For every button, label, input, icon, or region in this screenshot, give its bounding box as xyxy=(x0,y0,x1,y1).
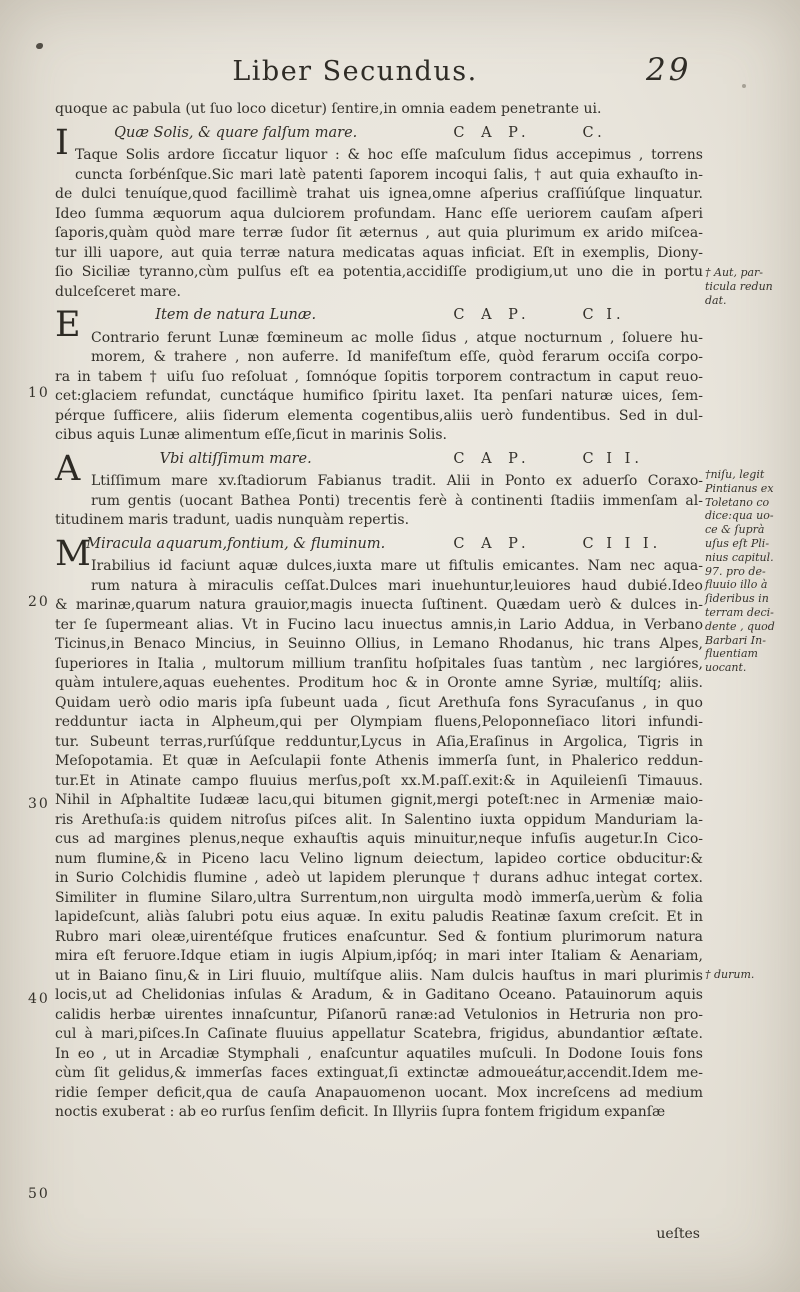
chapter-cap-c xyxy=(55,124,703,303)
text-line: Taque Solis ardore ſiccatur liquor : & hoc eſſe maſculum ſidus accepimus , torrens xyxy=(75,147,703,163)
margin-note-line: fluuio illo à xyxy=(705,578,768,592)
page-number: 29 xyxy=(646,52,692,88)
dropcap-letter: M xyxy=(55,533,91,574)
text-line: Rubro mari oleæ,uirentéſque frutices enaſcuntur. Sed & fontium plurimorum natura xyxy=(55,928,703,945)
margin-note-line: Pintianus ex xyxy=(705,481,774,495)
margin-note-line: dente , quod xyxy=(705,619,775,633)
text-line: ter ſe ſupermeant alias. Vt in Fucino lacu inuectus amnis,in Lario Addua, in Verbano xyxy=(55,616,703,633)
margin-note-line: Toletano co xyxy=(705,495,770,509)
chapter-cap-ci xyxy=(55,306,703,446)
margin-note-line: †niſu, legit xyxy=(705,468,765,481)
margin-note-line: dat. xyxy=(705,293,727,307)
text-line: mira eſt feruore.Idque etiam in iugis Alpium,ipſóq; in mari inter Italiam & Aenariam, xyxy=(55,948,703,964)
cap-label: C A P. xyxy=(453,450,532,467)
chapter-title: Quæ Solis, & quare falſum mare. xyxy=(114,124,358,141)
text-line: Nihil in Aſphaltite Iudææ lacu,qui bitumen gignit,mergi poteſt:nec in Armeniæ maio- xyxy=(55,792,703,808)
text-line: quàm intulere,aquas euehentes. Proditum hoc & in Oronte amne Syriæ, multíſq; aliis. xyxy=(55,675,703,691)
text-line: ſio Siciliæ tyranno,cùm pulſus eſt ea potentia,accidiſſe prodigium,ut uno die in portu xyxy=(55,264,703,280)
text-line: num flumine,& in Piceno lacu Velino lignum deiectum, lapideo cortice obducitur:& xyxy=(55,850,703,867)
text-line: locis,ut ad Chelidonias inſulas & Aradum, & in Gaditano Oceano. Patauinorum aquis xyxy=(55,987,703,1003)
line-number-20: 20 xyxy=(28,594,50,610)
text-line: redduntur iacta in Alpheum,qui per Olympiam fluens,Peloponneſiaco litori infundi- xyxy=(55,714,703,730)
text-line: noctis exuberat : ab eo rurſus ſenſim deficit. In Illyriis ſupra fontem frigidum expanſæ xyxy=(55,1104,666,1120)
cap-number: C I I. xyxy=(582,450,643,467)
text-line: ut in Baiano ſinu,& in Liri fluuio, multíſque aliis. Nam dulcis hauſtus in mari plurimis xyxy=(55,967,703,984)
text-line: Ideo ſumma æquorum aqua dulciorem profundam. Hanc eſſe ueriorem cauſam aſperi xyxy=(55,205,703,222)
text-line: Ticinus,in Benaco Mincius, in Seuinno Ollius, in Lemano Rhodanus, hic trans Alpes, xyxy=(55,636,703,652)
margin-note-nisu xyxy=(705,468,797,675)
cap-number: C I. xyxy=(582,307,625,323)
chapter-heading xyxy=(55,450,703,470)
intro-line: quoque ac pabula (ut ſuo loco dicetur) ſentire,in omnia eadem penetrante ui. xyxy=(55,101,602,117)
margin-note-line: uocant. xyxy=(705,661,747,675)
text-line: Ltiſſimum mare xv.ſtadiorum Fabianus tradit. Alii in Ponto ex aduerſo Coraxo- xyxy=(91,473,703,489)
text-line: Quidam uerò odio maris ipſa ſubeunt uada , ſicut Arethuſa fons Syracuſanus , in quo xyxy=(55,694,703,711)
running-title: Liber Secundus. xyxy=(232,56,478,87)
text-line: tur. Subeunt terras,rurſúſque redduntur,Lycus in Aſia,Eraſinus in Argolica, Tigris in xyxy=(55,733,703,750)
text-column xyxy=(55,100,703,1123)
line-number-40: 40 xyxy=(28,991,50,1007)
margin-note-line: 97. pro de- xyxy=(705,564,766,578)
margin-note-line: fluentiam xyxy=(705,647,758,661)
text-line: cibus aquis Lunæ alimentum eſſe,ſicut in marinis Solis. xyxy=(55,427,448,443)
text-line: Similiter in flumine Silaro,ultra Surrentum,non uirgulta modò immerſa,uerùm & folia xyxy=(55,889,703,906)
text-line: lapideſcunt, aliàs ſalubri potu eius aquæ. In exitu paludis Reatinæ ſaxum creſcit. Et in xyxy=(55,909,703,925)
chapter-body xyxy=(55,557,703,1123)
margin-note-line: uſus eſt Pli- xyxy=(705,536,770,550)
cap-label: C A P. xyxy=(453,535,532,552)
text-line: Meſopotamia. Et quæ in Aeſculapii fonte Athenis immerſa ſunt, in Phalerico reddun- xyxy=(55,753,703,769)
margin-note-line: † durum. xyxy=(705,968,755,981)
margin-note-line: ticula redun xyxy=(705,279,773,293)
text-line: & marinæ,quarum natura grauior,magis inuecta ſuſtinent. Quædam uerò & dulces in- xyxy=(55,597,703,613)
ink-speck xyxy=(36,43,43,49)
text-line: in Surio Colchidis flumine , adeò ut lapidem plerunque † durans adhuc integat cortex. xyxy=(55,870,703,886)
text-line: morem, & trahere , non auferre. Id manifeſtum eſſe, quòd ferarum occiſa corpo- xyxy=(91,349,703,365)
text-line: ra in tabem † uiſu ſuo reſoluat , ſomnóque ſopitis torporem contractum in caput reuo- xyxy=(55,368,703,385)
text-line: ſaporis,quàm quòd mare terræ ſudor ſit æternus , aut quia plurimum ex arido miſcea- xyxy=(55,225,703,241)
text-line: cul à mari,piſces.In Caſinate fluuius appellatur Scatebra, frigidus, abundantior æſtate. xyxy=(55,1026,703,1042)
chapter-heading xyxy=(55,535,703,555)
margin-note-line: Barbari In- xyxy=(705,633,766,647)
text-line: Irabilius id faciunt aquæ dulces,iuxta mare ut fiſtulis emicantes. Nam nec aqua- xyxy=(91,558,703,574)
text-line: cus ad margines plenus,neque exhauſtis aquis minuitur,neque infuſis augetur.In Cico- xyxy=(55,831,703,847)
text-line: In eo , ut in Arcadiæ Stymphali , enaſcuntur aquatiles muſculi. In Dodone Iouis fons xyxy=(55,1045,703,1062)
text-line: rum natura à miraculis ceſſat.Dulces mari inuehuntur,leuiores haud dubié.Ideo xyxy=(91,577,703,594)
text-line: pérque ſufficere, aliis ſiderum elementa cogentibus,aliis uerò fundentibus. Sed in dul- xyxy=(55,407,703,424)
chapter-heading xyxy=(55,306,703,326)
cap-number: C I I I. xyxy=(582,535,662,552)
chapter-cap-cii xyxy=(55,450,703,531)
margin-note-line: dice:qua uo- xyxy=(705,509,774,523)
text-line: tur.Et in Atinate campo fluuius merſus,poſt xx.M.paſſ.exit:& in Aquileienſi Timauus. xyxy=(55,772,703,789)
line-number-10: 10 xyxy=(28,385,50,401)
margin-note-line: nius capitul. xyxy=(705,550,774,564)
chapter-body xyxy=(55,146,703,302)
margin-note-line: terram deci- xyxy=(705,605,774,619)
chapter-title: Miracula aquarum,fontium, & fluminum. xyxy=(86,535,386,552)
chapter-cap-ciii xyxy=(55,535,703,1123)
chapter-title: Vbi altiſſimum mare. xyxy=(159,450,312,467)
chapter-heading xyxy=(55,124,703,144)
margin-note-durum xyxy=(705,968,797,982)
cap-label: C A P. xyxy=(453,307,532,323)
catchword: ueſtes xyxy=(656,1226,700,1242)
margin-note-aut xyxy=(705,266,797,307)
margin-note-line: ce & ſuprà xyxy=(705,523,765,537)
text-line: tur illi uapore, aut quia terræ natura medicatas aquas inficiat. Eſt in exemplis, Diony- xyxy=(55,244,703,261)
ink-speck xyxy=(742,84,746,88)
dropcap-letter: A xyxy=(55,448,81,489)
dropcap-letter: E xyxy=(55,305,81,345)
text-line: cet:glaciem refundat, cunctáque humifico ſpiritu laxet. Ita penſari naturæ uices, ſem- xyxy=(55,388,703,404)
line-number-30: 30 xyxy=(28,796,50,812)
text-line: cùm ſit gelidus,& immerſas faces extinguat,ſi extinctæ admoueátur,accendit.Idem me- xyxy=(55,1065,703,1081)
text-line: ridie ſemper deficit,qua de cauſa Anapauomenon uocant. Mox increſcens ad medium xyxy=(55,1084,703,1101)
chapter-title: Item de natura Lunæ. xyxy=(155,307,317,323)
text-line: dulceſceret mare. xyxy=(55,283,181,300)
chapter-body xyxy=(55,472,703,531)
text-line: de dulci tenuíque,quod facillimè trahat uis ignea,omne aſperius craſſiúſque linquatur. xyxy=(55,186,703,202)
dropcap-letter: I xyxy=(55,122,69,163)
text-line: ſuperiores in Italia , multorum millium tranſitu hoſpitales ſuas tantùm , nec largióres, xyxy=(55,655,703,672)
cap-label: C A P. xyxy=(453,124,532,141)
text-line: titudinem maris tradunt, uadis nunquàm repertis. xyxy=(55,512,410,528)
text-line: rum gentis (uocant Bathea Ponti) trecentis ferè à continenti ſtadiis immenſam al- xyxy=(91,492,703,509)
margin-note-line: † Aut, par- xyxy=(705,266,764,279)
margin-note-line: ſideribus in xyxy=(705,592,769,606)
cap-number: C. xyxy=(582,124,606,141)
text-line: ris Arethuſa:is quidem nitroſus piſces alit. In Salentino iuxta oppidum Manduriam la- xyxy=(55,811,703,828)
line-number-50: 50 xyxy=(28,1186,50,1202)
text-line: cuncta ſorbénſque.Sic mari latè patenti ſaporem incoqui ſalis, † aut quia exhauſto in- xyxy=(75,166,703,183)
text-line: Contrario ferunt Lunæ fœmineum ac molle ſidus , atque nocturnum , ſoluere hu- xyxy=(91,329,703,346)
text-line: calidis herbæ uirentes innaſcuntur, Piſanorū ranæ:ad Vetulonios in Hetruria non pro- xyxy=(55,1006,703,1023)
chapter-body xyxy=(55,329,703,446)
